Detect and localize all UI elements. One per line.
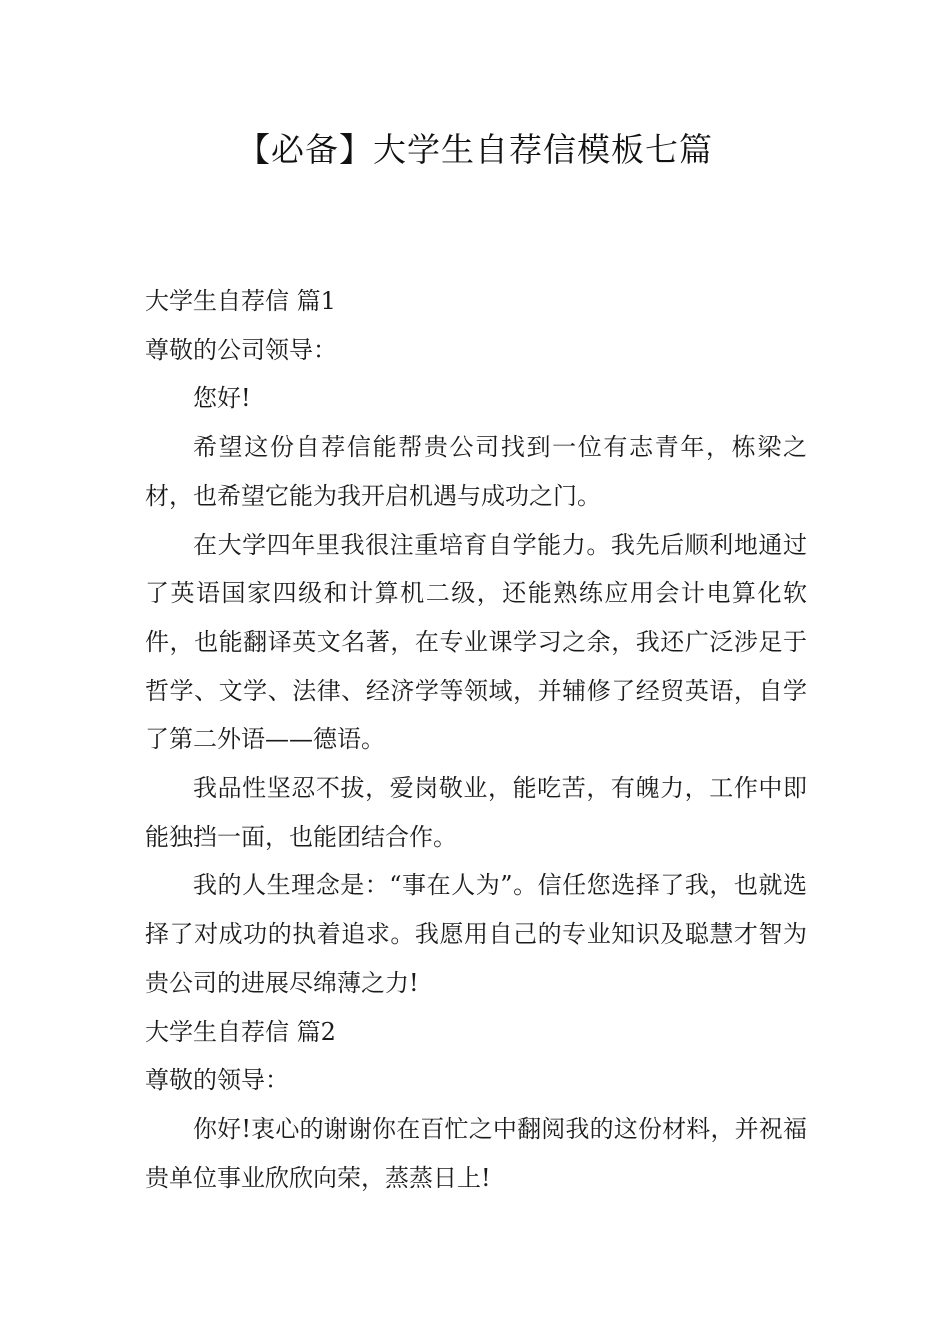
paragraph: 希望这份自荐信能帮贵公司找到一位有志青年，栋梁之材，也希望它能为我开启机遇与成功之门。	[145, 433, 807, 510]
paragraph: 你好!衷心的谢谢你在百忙之中翻阅我的这份材料，并祝福贵单位事业欣欣向荣，蒸蒸日上!	[145, 1114, 807, 1192]
paragraph: 我品性坚忍不拔，爱岗敬业，能吃苦，有魄力，工作中即能独挡一面，也能团结合作。	[145, 774, 807, 851]
paragraph: 我的人生理念是：“事在人为”。信任您选择了我，也就选择了对成功的执着追求。我愿用自己的专业知识及聪慧才智为贵公司的进展尽绵薄之力!	[145, 871, 807, 997]
section-heading: 大学生自荐信 篇1	[145, 287, 336, 315]
paragraph: 您好!	[193, 384, 251, 413]
paragraph: 在大学四年里我很注重培育自学能力。我先后顺利地通过了英语国家四级和计算机二级，还能熟练应用会计电算化软件，也能翻译英文名著，在专业课学习之余，我还广泛涉足于哲学、文学、法律、经济学等领域，并辅修了经贸英语，自学了第二外语——德语。	[145, 530, 807, 754]
salutation: 尊敬的领导：	[145, 1066, 289, 1095]
salutation: 尊敬的公司领导：	[145, 335, 337, 364]
document-body	[145, 277, 807, 1202]
section-heading: 大学生自荐信 篇2	[145, 1017, 336, 1046]
document-title: 【必备】大学生自荐信模板七篇	[237, 130, 713, 169]
